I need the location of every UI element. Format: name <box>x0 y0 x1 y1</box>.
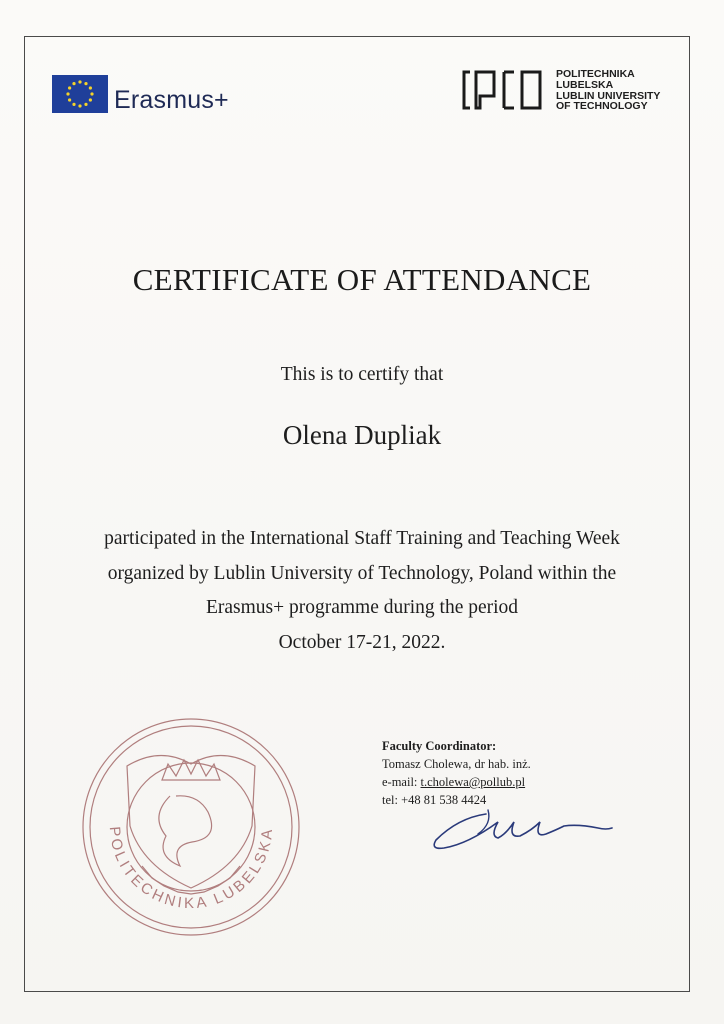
university-name-line-4: OF TECHNOLOGY <box>556 100 648 113</box>
eu-flag-icon <box>52 75 108 113</box>
university-seal-icon <box>80 716 302 938</box>
certificate-body <box>0 522 724 660</box>
coordinator-label: Faculty Coordinator: <box>382 739 497 753</box>
eu-star-icon <box>72 82 75 85</box>
eu-star-icon <box>84 82 87 85</box>
coordinator-email-link[interactable]: t.cholewa@pollub.pl <box>420 775 526 789</box>
coordinator-email-row <box>382 773 531 791</box>
erasmus-logo-text: Erasmus+ <box>114 85 229 114</box>
university-name-line-2: LUBELSKA <box>556 78 614 91</box>
body-line-1: participated in the International Staff Training and Teaching Week <box>104 528 620 549</box>
coordinator-block <box>382 737 531 809</box>
eu-star-icon <box>89 98 92 101</box>
eu-star-icon <box>78 80 81 83</box>
erasmus-logo <box>52 74 229 114</box>
eu-star-icon <box>90 92 93 95</box>
coordinator-phone: tel: +48 81 538 4424 <box>382 793 487 807</box>
coordinator-name: Tomasz Cholewa, dr hab. inż. <box>382 757 531 771</box>
politechnika-lubelska-logo-icon <box>460 68 546 112</box>
certify-intro: This is to certify that <box>280 364 444 385</box>
email-label: e-mail: <box>382 775 421 789</box>
eu-star-icon <box>68 86 71 89</box>
eu-star-icon <box>72 103 75 106</box>
university-name-line-1: POLITECHNIKA <box>556 68 635 80</box>
certificate-title: CERTIFICATE OF ATTENDANCE <box>132 262 592 297</box>
eu-star-icon <box>89 86 92 89</box>
university-logo <box>460 68 660 112</box>
eu-star-icon <box>66 92 69 95</box>
body-line-3: Erasmus+ programme during the period <box>205 597 519 618</box>
svg-text:POLITECHNIKA LUBELSKA <box>106 826 276 912</box>
eu-star-icon <box>68 98 71 101</box>
university-name-line-3: LUBLIN UNIVERSITY <box>556 89 661 102</box>
eu-star-icon <box>84 103 87 106</box>
eu-star-icon <box>78 104 81 107</box>
recipient-name: Olena Dupliak <box>282 420 442 450</box>
body-line-4: October 17-21, 2022. <box>278 631 446 653</box>
body-line-2: organized by Lublin University of Technology, Poland within the <box>107 562 617 584</box>
seal-text: POLITECHNIKA LUBELSKA <box>105 825 277 913</box>
signature-icon <box>428 800 618 856</box>
